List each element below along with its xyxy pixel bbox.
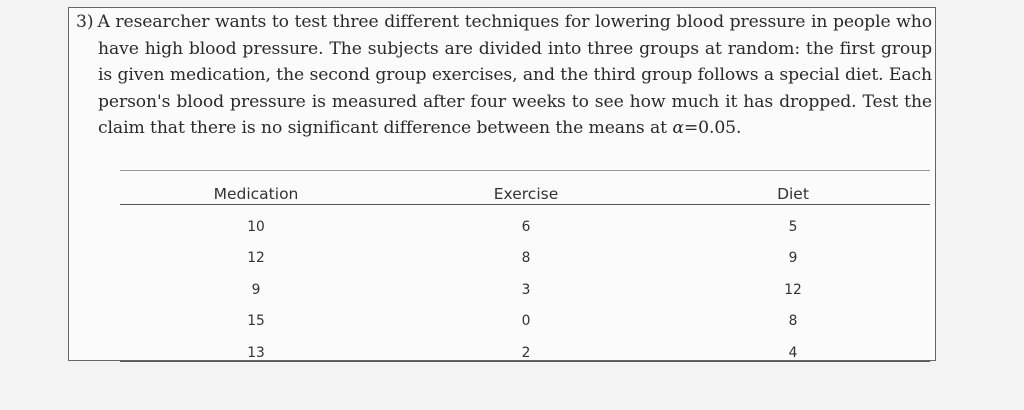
- table-cell: 10: [247, 219, 265, 235]
- table-cell: 2: [521, 345, 531, 361]
- table-cell: 12: [247, 250, 265, 266]
- problem-text: A researcher wants to test three different techniques for lowering blood pressure in people who have high blood pressure. The subjects are divided into three groups at random: the first group is given medication, the second group exercises, and the third group follows a special diet. Each person's blood pressure is measured after four weeks to see how much it has dropped. Test the claim that there is no significant difference between the means at: [97, 12, 932, 138]
- column-header-exercise: Exercise: [493, 185, 559, 203]
- table-top-rule: [120, 170, 930, 171]
- column-header-medication: Medication: [213, 185, 299, 203]
- table-cell: 5: [788, 219, 798, 235]
- alpha-symbol: α: [672, 118, 684, 138]
- table-cell: 6: [521, 219, 531, 235]
- table-cell: 9: [788, 250, 798, 266]
- table-header-rule: [120, 204, 930, 205]
- problem-statement: [76, 9, 932, 142]
- table-cell: 15: [247, 313, 265, 329]
- table-cell: 9: [251, 282, 261, 298]
- table-cell: 12: [784, 282, 802, 298]
- table-cell: 8: [521, 250, 531, 266]
- table-cell: 3: [521, 282, 531, 298]
- table-cell: 8: [788, 313, 798, 329]
- alpha-value: =0.05.: [683, 118, 742, 138]
- table-cell: 4: [788, 345, 798, 361]
- table-cell: 0: [521, 313, 531, 329]
- problem-number: 3): [76, 12, 94, 32]
- table-cell: 13: [247, 345, 265, 361]
- table-bottom-rule: [120, 361, 930, 362]
- column-header-diet: Diet: [777, 185, 809, 203]
